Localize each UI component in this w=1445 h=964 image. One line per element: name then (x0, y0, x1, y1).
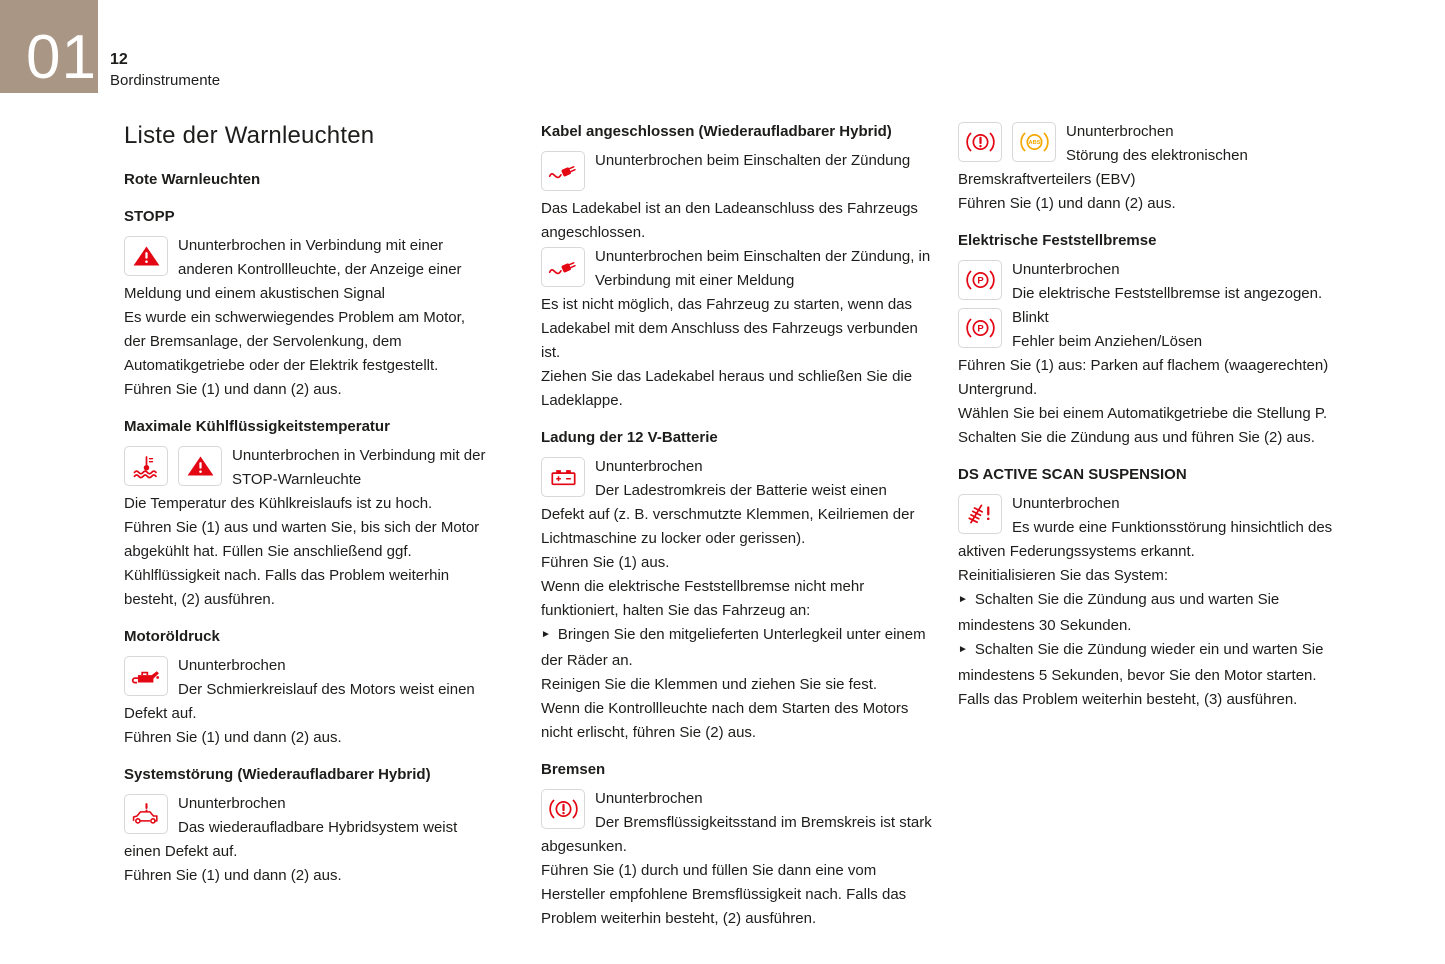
paragraph (958, 354, 1338, 402)
paragraph (541, 365, 933, 413)
entry-text: Ununterbrochen (595, 458, 703, 475)
warning-light-entry (541, 455, 933, 551)
entry-text: Ununterbrochen (1012, 261, 1120, 278)
entry-text: Ununterbrochen in Verbindung mit der STOP-Warnleuchte (232, 447, 486, 488)
paragraph-text: Führen Sie (1) und dann (2) aus. (124, 867, 342, 884)
section-heading: Bremsen (541, 761, 606, 778)
column-left (124, 120, 488, 888)
paragraph-text: Falls das Problem weiterhin besteht, (3) ausführen. (958, 691, 1298, 708)
paragraph (958, 192, 1338, 216)
chapter-title: Bordinstrumente (110, 72, 221, 89)
svg-text:P: P (976, 323, 984, 335)
section-heading: Systemstörung (Wiederaufladbarer Hybrid) (124, 766, 431, 783)
paragraph-text: Es ist nicht möglich, das Fahrzeug zu starten, wenn das Ladekabel mit dem Anschluss des Fahrzeugs verbunden ist. (541, 296, 918, 361)
paragraph (958, 426, 1338, 450)
paragraph (541, 697, 933, 745)
paragraph-text: Wenn die elektrische Feststellbremse nicht mehr funktioniert, halten Sie das Fahrzeug an: (541, 578, 865, 619)
paragraph-text: Bringen Sie den mitgelieferten Unterlegkeil unter einem der Räder an. (541, 626, 926, 669)
chapter-tab (0, 0, 98, 93)
section-heading: Ladung der 12 V-Batterie (541, 429, 718, 446)
paragraph-text: Ziehen Sie das Ladekabel heraus und schließen Sie die Ladeklappe. (541, 368, 913, 409)
paragraph-text: Reinitialisieren Sie das System: (958, 567, 1169, 584)
entry-text: Ununterbrochen in Verbindung mit einer anderen Kontrollleuchte, der Anzeige einer Meldung und einem akustischen Signal (124, 237, 462, 302)
warning-light-entry (124, 234, 488, 306)
abs-icon (1012, 122, 1056, 162)
chapter-number: 01 (26, 23, 97, 92)
warning-section (124, 205, 488, 402)
warning-light-entry (124, 654, 488, 726)
warning-section (124, 415, 488, 612)
warning-section (124, 625, 488, 750)
red-warnings-subtitle: Rote Warnleuchten (124, 171, 261, 188)
warning-triangle-icon (178, 446, 222, 486)
oil-pressure-icon (124, 656, 168, 696)
section-heading: Elektrische Feststellbremse (958, 232, 1157, 249)
entry-text: Das wiederaufladbare Hybridsystem weist einen Defekt auf. (124, 819, 458, 860)
battery-icon (541, 457, 585, 497)
warning-section (958, 229, 1338, 450)
entry-text: Der Bremsflüssigkeitsstand im Bremskreis ist stark abgesunken. (541, 814, 932, 855)
section-heading: Motoröldruck (124, 628, 220, 645)
bullet-arrow-icon: ► (958, 644, 968, 655)
paragraph (124, 492, 488, 516)
warning-light-entry (541, 787, 933, 859)
warning-section (958, 120, 1338, 216)
section-heading: DS ACTIVE SCAN SUSPENSION (958, 466, 1187, 483)
paragraph (541, 575, 933, 623)
instruction-bullet (541, 623, 933, 673)
entry-text: Ununterbrochen beim Einschalten der Zündung (595, 152, 911, 169)
paragraph-text: Schalten Sie die Zündung wieder ein und warten Sie mindestens 5 Sekunden, bevor Sie den Motor starten. (958, 641, 1324, 684)
paragraph-text: Führen Sie (1) durch und füllen Sie dann eine vom Hersteller empfohlene Bremsflüssigkeit nach. Falls das Problem weiterhin besteht, (2) ausführen. (541, 862, 907, 927)
section-heading: STOPP (124, 208, 175, 225)
paragraph (124, 306, 488, 378)
paragraph-text: Reinigen Sie die Klemmen und ziehen Sie sie fest. (541, 676, 878, 693)
svg-text:P: P (976, 275, 984, 287)
parking-brake-icon (958, 308, 1002, 348)
entry-text: Störung des elektronischen Bremskraftverteilers (EBV) (958, 147, 1248, 188)
section-heading: Maximale Kühlflüssigkeitstemperatur (124, 418, 390, 435)
warning-light-entry (124, 792, 488, 864)
entry-text: Ununterbrochen (1012, 495, 1120, 512)
column-middle (541, 120, 933, 931)
instruction-bullet (958, 638, 1338, 688)
paragraph (541, 673, 933, 697)
paragraph-text: Führen Sie (1) aus. (541, 554, 670, 571)
paragraph-text: Führen Sie (1) und dann (2) aus. (124, 381, 342, 398)
entry-text: Fehler beim Anziehen/Lösen (1012, 333, 1203, 350)
entry-text: Der Schmierkreislauf des Motors weist einen Defekt auf. (124, 681, 475, 722)
paragraph (541, 197, 933, 245)
entry-text: Ununterbrochen (595, 790, 703, 807)
charging-cable-icon (541, 247, 585, 287)
paragraph (541, 551, 933, 575)
warning-section (124, 763, 488, 888)
paragraph-text: Schalten Sie die Zündung aus und führen Sie (2) aus. (958, 429, 1315, 446)
page-title: Liste der Warnleuchten (124, 122, 375, 149)
entry-text: Ununterbrochen (1066, 123, 1174, 140)
warning-light-entry (958, 306, 1338, 354)
paragraph-text: Führen Sie (1) aus: Parken auf flachem (waagerechten) Untergrund. (958, 357, 1329, 398)
entry-text: Der Ladestromkreis der Batterie weist einen Defekt auf (z. B. verschmutzte Klemmen, Keilriemen der Lichtmaschine zu locker oder gerissen). (541, 482, 915, 547)
page-header (110, 50, 220, 92)
warning-light-entry (958, 120, 1338, 192)
suspension-icon (958, 494, 1002, 534)
entry-text: Die elektrische Feststellbremse ist angezogen. (1012, 285, 1323, 302)
section-heading: Kabel angeschlossen (Wiederaufladbarer Hybrid) (541, 123, 892, 140)
warning-section (958, 463, 1338, 712)
parking-brake-icon (958, 260, 1002, 300)
paragraph (541, 859, 933, 931)
paragraph-text: Führen Sie (1) und dann (2) aus. (124, 729, 342, 746)
warning-light-entry (541, 149, 933, 197)
paragraph (124, 378, 488, 402)
entry-text: Ununterbrochen beim Einschalten der Zündung, in Verbindung mit einer Meldung (595, 248, 931, 289)
charging-cable-icon (541, 151, 585, 191)
paragraph (124, 726, 488, 750)
paragraph (958, 688, 1338, 712)
paragraph-text: Schalten Sie die Zündung aus und warten Sie mindestens 30 Sekunden. (958, 591, 1280, 634)
paragraph-text: Führen Sie (1) und dann (2) aus. (958, 195, 1176, 212)
paragraph-text: Das Ladekabel ist an den Ladeanschluss des Fahrzeugs angeschlossen. (541, 200, 918, 241)
paragraph (958, 402, 1338, 426)
warning-triangle-icon (124, 236, 168, 276)
warning-light-entry (124, 444, 488, 492)
entry-text: Ununterbrochen (178, 795, 286, 812)
paragraph (124, 864, 488, 888)
paragraph-text: Es wurde ein schwerwiegendes Problem am Motor, der Bremsanlage, der Servolenkung, dem Automatikgetriebe oder der Elektrik festgestellt. (124, 309, 465, 374)
warning-section (541, 758, 933, 931)
coolant-temperature-icon (124, 446, 168, 486)
bullet-arrow-icon: ► (958, 594, 968, 605)
entry-text: Ununterbrochen (178, 657, 286, 674)
paragraph (541, 293, 933, 365)
paragraph (124, 516, 488, 612)
paragraph-text: Die Temperatur des Kühlkreislaufs ist zu hoch. (124, 495, 433, 512)
column-right (958, 120, 1338, 712)
hybrid-system-fault-icon (124, 794, 168, 834)
entry-text: Blinkt (1012, 309, 1049, 326)
instruction-bullet (958, 588, 1338, 638)
warning-light-entry (958, 258, 1338, 306)
page-number: 12 (110, 51, 128, 68)
warning-light-entry (541, 245, 933, 293)
paragraph-text: Wenn die Kontrollleuchte nach dem Starten des Motors nicht erlischt, führen Sie (2) aus. (541, 700, 909, 741)
column-left-sections (124, 205, 488, 888)
svg-text:ABS: ABS (1028, 140, 1040, 147)
brake-warning-icon (958, 122, 1002, 162)
warning-section (541, 426, 933, 745)
paragraph (958, 564, 1338, 588)
paragraph-text: Führen Sie (1) aus und warten Sie, bis sich der Motor abgekühlt hat. Füllen Sie anschließend ggf. Kühlflüssigkeit nach. Falls das Problem weiterhin besteht, (2) ausführen. (124, 519, 480, 608)
warning-light-entry (958, 492, 1338, 564)
warning-section (541, 120, 933, 413)
entry-text: Es wurde eine Funktionsstörung hinsichtlich des aktiven Federungssystems erkannt. (958, 519, 1333, 560)
brake-warning-icon (541, 789, 585, 829)
paragraph-text: Wählen Sie bei einem Automatikgetriebe die Stellung P. (958, 405, 1328, 422)
bullet-arrow-icon: ► (541, 629, 551, 640)
